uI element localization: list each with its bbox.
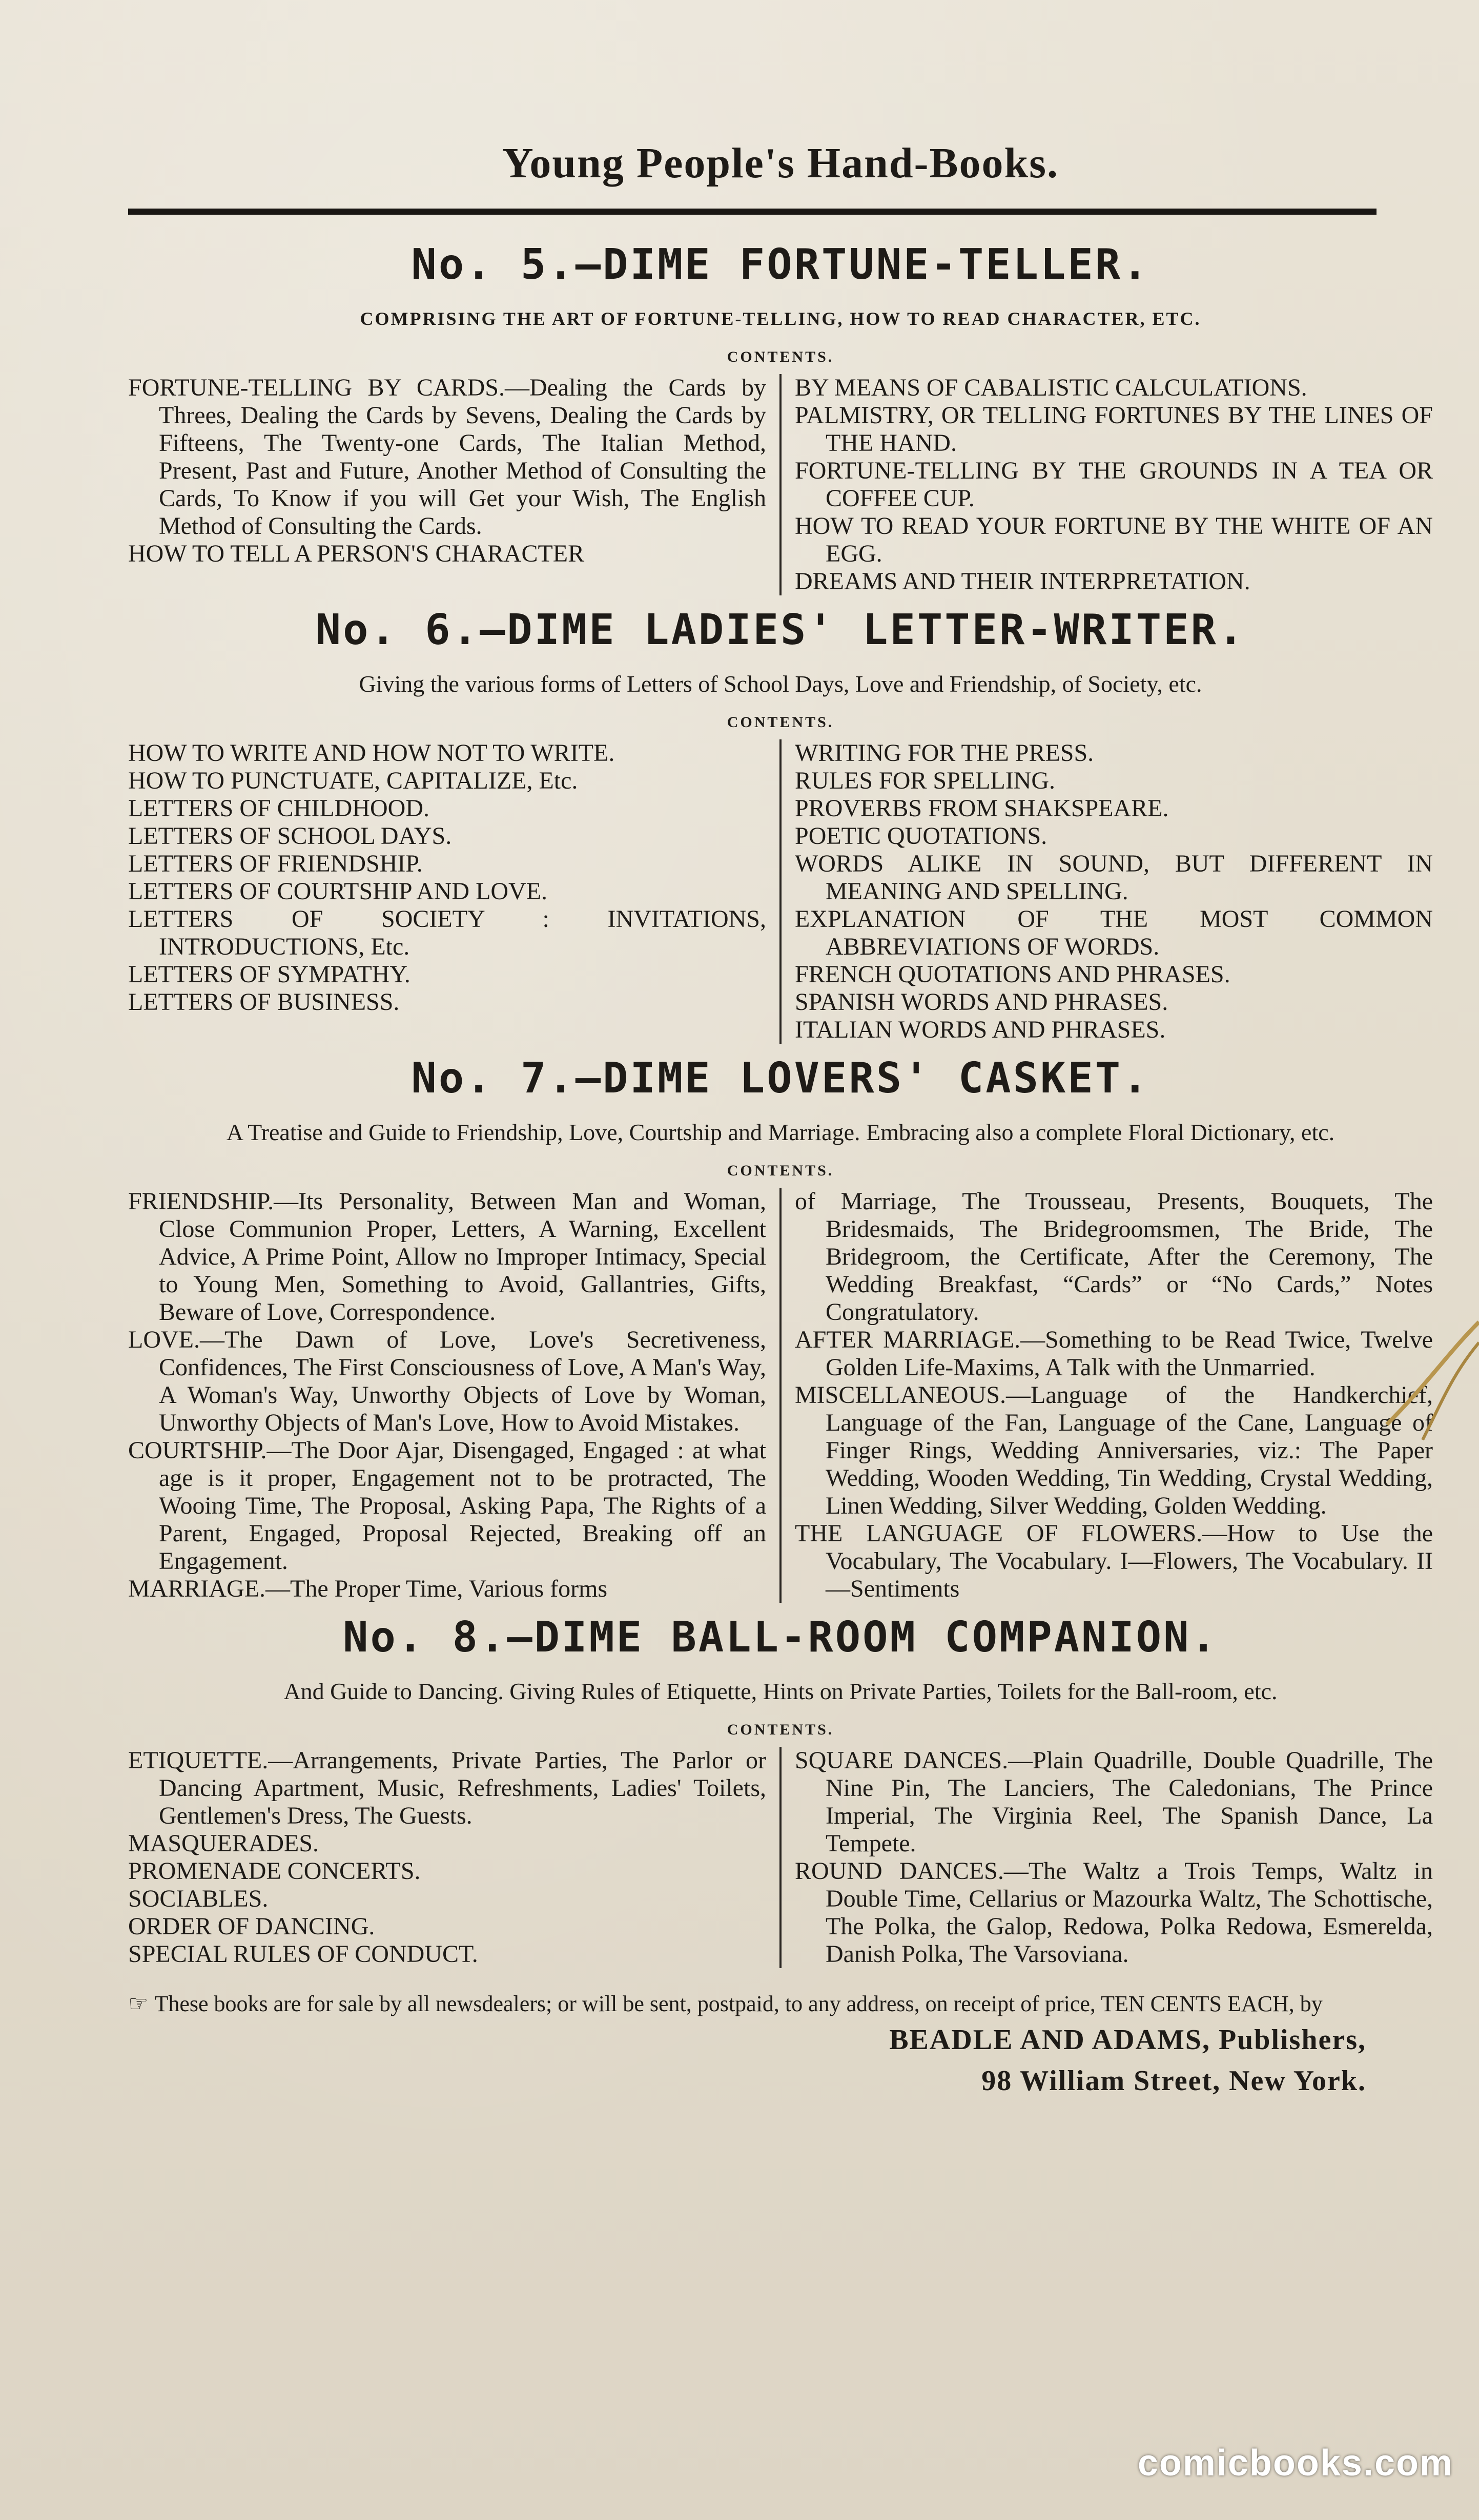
contents-item: FORTUNE-TELLING BY THE GROUNDS IN A TEA OR COFFEE CUP.	[795, 457, 1433, 512]
publisher-address: 98 William Street, New York.	[981, 2065, 1366, 2097]
contents-item: ORDER OF DANCING.	[128, 1913, 375, 1940]
notice-text: These books are for sale by all newsdealers; or will be sent, postpaid, to any address, on receipt of price, TEN CENTS EACH, by	[154, 1991, 1323, 2016]
contents-item: DREAMS AND THEIR INTERPRETATION.	[795, 568, 1250, 595]
contents-column-left	[128, 374, 782, 595]
contents-item: HOW TO PUNCTUATE, CAPITALIZE, Etc.	[128, 767, 578, 794]
contents-item: ETIQUETTE.—Arrangements, Private Parties, The Parlor or Dancing Apartment, Music, Refreshments, Ladies' Toilets, Gentlemen's Dress, The Guests.	[128, 1747, 766, 1829]
contents-label: CONTENTS.	[727, 714, 834, 731]
page-header: Young People's Hand-Books.	[502, 139, 1059, 187]
contents-item: FRIENDSHIP.—Its Personality, Between Man and Woman, Close Communion Proper, Letters, A Warning, Excellent Advice, A Prime Point, Allow no Improper Intimacy, Special to Young Men, Something to Avoid, Gallantries, Gifts, Beware of Love, Correspondence.	[128, 1188, 766, 1326]
section-title: No. 8.—DIME BALL-ROOM COMPANION.	[343, 1613, 1218, 1662]
pointing-hand-icon: ☞	[128, 1991, 149, 2016]
contents-item: MISCELLANEOUS.—Language of the Handkerchief, Language of the Fan, Language of the Cane, Language of Finger Rings, Wedding Anniversaries, viz.: The Paper Wedding, Wooden Wedding, Tin Wedding, Crystal Wedding, Linen Wedding, Silver Wedding, Golden Wedding.	[795, 1381, 1433, 1519]
contents-item: ITALIAN WORDS AND PHRASES.	[795, 1016, 1166, 1043]
section-subtitle: Giving the various forms of Letters of School Days, Love and Friendship, of Society, etc.	[359, 671, 1202, 697]
contents-item: of Marriage, The Trousseau, Presents, Bouquets, The Bridesmaids, The Bridegroomsmen, The Bride, The Bridegroom, the Certificate, After the Ceremony, The Wedding Breakfast, “Cards” or “No Cards,” Notes Congratulatory.	[795, 1188, 1433, 1326]
contents-item: RULES FOR SPELLING.	[795, 767, 1056, 794]
section	[128, 606, 1433, 1044]
contents-label: CONTENTS.	[727, 348, 834, 365]
section	[128, 1613, 1433, 1968]
publisher-block	[128, 2019, 1366, 2101]
section-title: No. 5.—DIME FORTUNE-TELLER.	[411, 240, 1150, 289]
contents-label: CONTENTS.	[727, 1162, 834, 1179]
contents-item: HOW TO READ YOUR FORTUNE BY THE WHITE OF AN EGG.	[795, 512, 1433, 567]
section-title: No. 7.—DIME LOVERS' CASKET.	[411, 1054, 1150, 1103]
contents-column-right	[782, 739, 1433, 1044]
sections	[128, 240, 1433, 1968]
contents-column-left	[128, 1188, 782, 1603]
section-subtitle: A Treatise and Guide to Friendship, Love, Courtship and Marriage. Embracing also a complete Floral Dictionary, etc.	[226, 1119, 1335, 1145]
contents-item: AFTER MARRIAGE.—Something to be Read Twice, Twelve Golden Life-Maxims, A Talk with the Unmarried.	[795, 1326, 1433, 1381]
contents-item: THE LANGUAGE OF FLOWERS.—How to Use the Vocabulary, The Vocabulary. I—Flowers, The Vocabulary. II—Sentiments	[795, 1520, 1433, 1602]
contents-columns	[128, 1188, 1433, 1603]
contents-item: PALMISTRY, OR TELLING FORTUNES BY THE LINES OF THE HAND.	[795, 402, 1433, 457]
contents-column-right	[782, 1747, 1433, 1968]
contents-item: LETTERS OF SCHOOL DAYS.	[128, 822, 452, 850]
contents-item: BY MEANS OF CABALISTIC CALCULATIONS.	[795, 374, 1307, 401]
contents-item: LETTERS OF BUSINESS.	[128, 988, 400, 1016]
contents-item: HOW TO TELL A PERSON'S CHARACTER	[128, 540, 585, 567]
contents-item: SPECIAL RULES OF CONDUCT.	[128, 1940, 478, 1968]
contents-item: WRITING FOR THE PRESS.	[795, 739, 1094, 767]
contents-item: LOVE.—The Dawn of Love, Love's Secretiveness, Confidences, The First Consciousness of Love, A Man's Way, A Woman's Way, Unworthy Objects of Love by Woman, Unworthy Objects of Man's Love, How to Avoid Mistakes.	[128, 1326, 766, 1436]
contents-item: MASQUERADES.	[128, 1830, 319, 1857]
contents-item: PROVERBS FROM SHAKSPEARE.	[795, 795, 1169, 822]
contents-item: WORDS ALIKE IN SOUND, BUT DIFFERENT IN MEANING AND SPELLING.	[795, 850, 1433, 905]
contents-item: HOW TO WRITE AND HOW NOT TO WRITE.	[128, 739, 615, 767]
watermark: comicbooks.com	[1137, 2443, 1453, 2484]
contents-item: LETTERS OF SOCIETY : INVITATIONS, INTRODUCTIONS, Etc.	[128, 905, 766, 960]
section-title: No. 6.—DIME LADIES' LETTER-WRITER.	[315, 606, 1246, 654]
contents-item: LETTERS OF CHILDHOOD.	[128, 795, 429, 822]
contents-item: SPANISH WORDS AND PHRASES.	[795, 988, 1168, 1016]
section-subtitle: And Guide to Dancing. Giving Rules of Etiquette, Hints on Private Parties, Toilets for the Ball-room, etc.	[283, 1678, 1278, 1704]
contents-item: COURTSHIP.—The Door Ajar, Disengaged, Engaged : at what age is it proper, Engagement not to be protracted, The Wooing Time, The Proposal, Asking Papa, The Rights of a Parent, Engaged, Proposal Rejected, Breaking off an Engagement.	[128, 1437, 766, 1575]
publisher-name: BEADLE AND ADAMS, Publishers,	[889, 2024, 1366, 2056]
section	[128, 1054, 1433, 1603]
footer-notice	[128, 1989, 1433, 2019]
contents-item: POETIC QUOTATIONS.	[795, 822, 1047, 850]
section	[128, 240, 1433, 595]
contents-item: MARRIAGE.—The Proper Time, Various forms	[128, 1575, 608, 1602]
contents-columns	[128, 374, 1433, 595]
contents-column-right	[782, 374, 1433, 595]
contents-item: EXPLANATION OF THE MOST COMMON ABBREVIATIONS OF WORDS.	[795, 905, 1433, 960]
contents-item: PROMENADE CONCERTS.	[128, 1857, 421, 1885]
header-rule	[128, 209, 1377, 215]
section-subtitle: COMPRISING THE ART OF FORTUNE-TELLING, HOW TO READ CHARACTER, ETC.	[360, 308, 1201, 329]
contents-item: SQUARE DANCES.—Plain Quadrille, Double Quadrille, The Nine Pin, The Lanciers, The Caledonians, The Prince Imperial, The Virginia Reel, The Spanish Dance, La Tempete.	[795, 1747, 1433, 1857]
contents-label: CONTENTS.	[727, 1721, 834, 1738]
contents-column-left	[128, 1747, 782, 1968]
contents-columns	[128, 1747, 1433, 1968]
contents-item: FRENCH QUOTATIONS AND PHRASES.	[795, 961, 1230, 988]
contents-columns	[128, 739, 1433, 1044]
string-decoration	[1325, 1312, 1479, 1445]
contents-item: LETTERS OF SYMPATHY.	[128, 961, 410, 988]
contents-item: LETTERS OF FRIENDSHIP.	[128, 850, 423, 877]
contents-column-left	[128, 739, 782, 1044]
contents-item: FORTUNE-TELLING BY CARDS.—Dealing the Cards by Threes, Dealing the Cards by Sevens, Dealing the Cards by Fifteens, The Twenty-one Cards, The Italian Method, Present, Past and Future, Another Method of Consulting the Cards, To Know if you will Get your Wish, The English Method of Consulting the Cards.	[128, 374, 766, 540]
contents-item: LETTERS OF COURTSHIP AND LOVE.	[128, 878, 548, 905]
contents-item: SOCIABLES.	[128, 1885, 269, 1912]
contents-item: ROUND DANCES.—The Waltz a Trois Temps, Waltz in Double Time, Cellarius or Mazourka Waltz, The Schottische, The Polka, the Galop, Redowa, Polka Redowa, Esmerelda, Danish Polka, The Varsoviana.	[795, 1857, 1433, 1968]
